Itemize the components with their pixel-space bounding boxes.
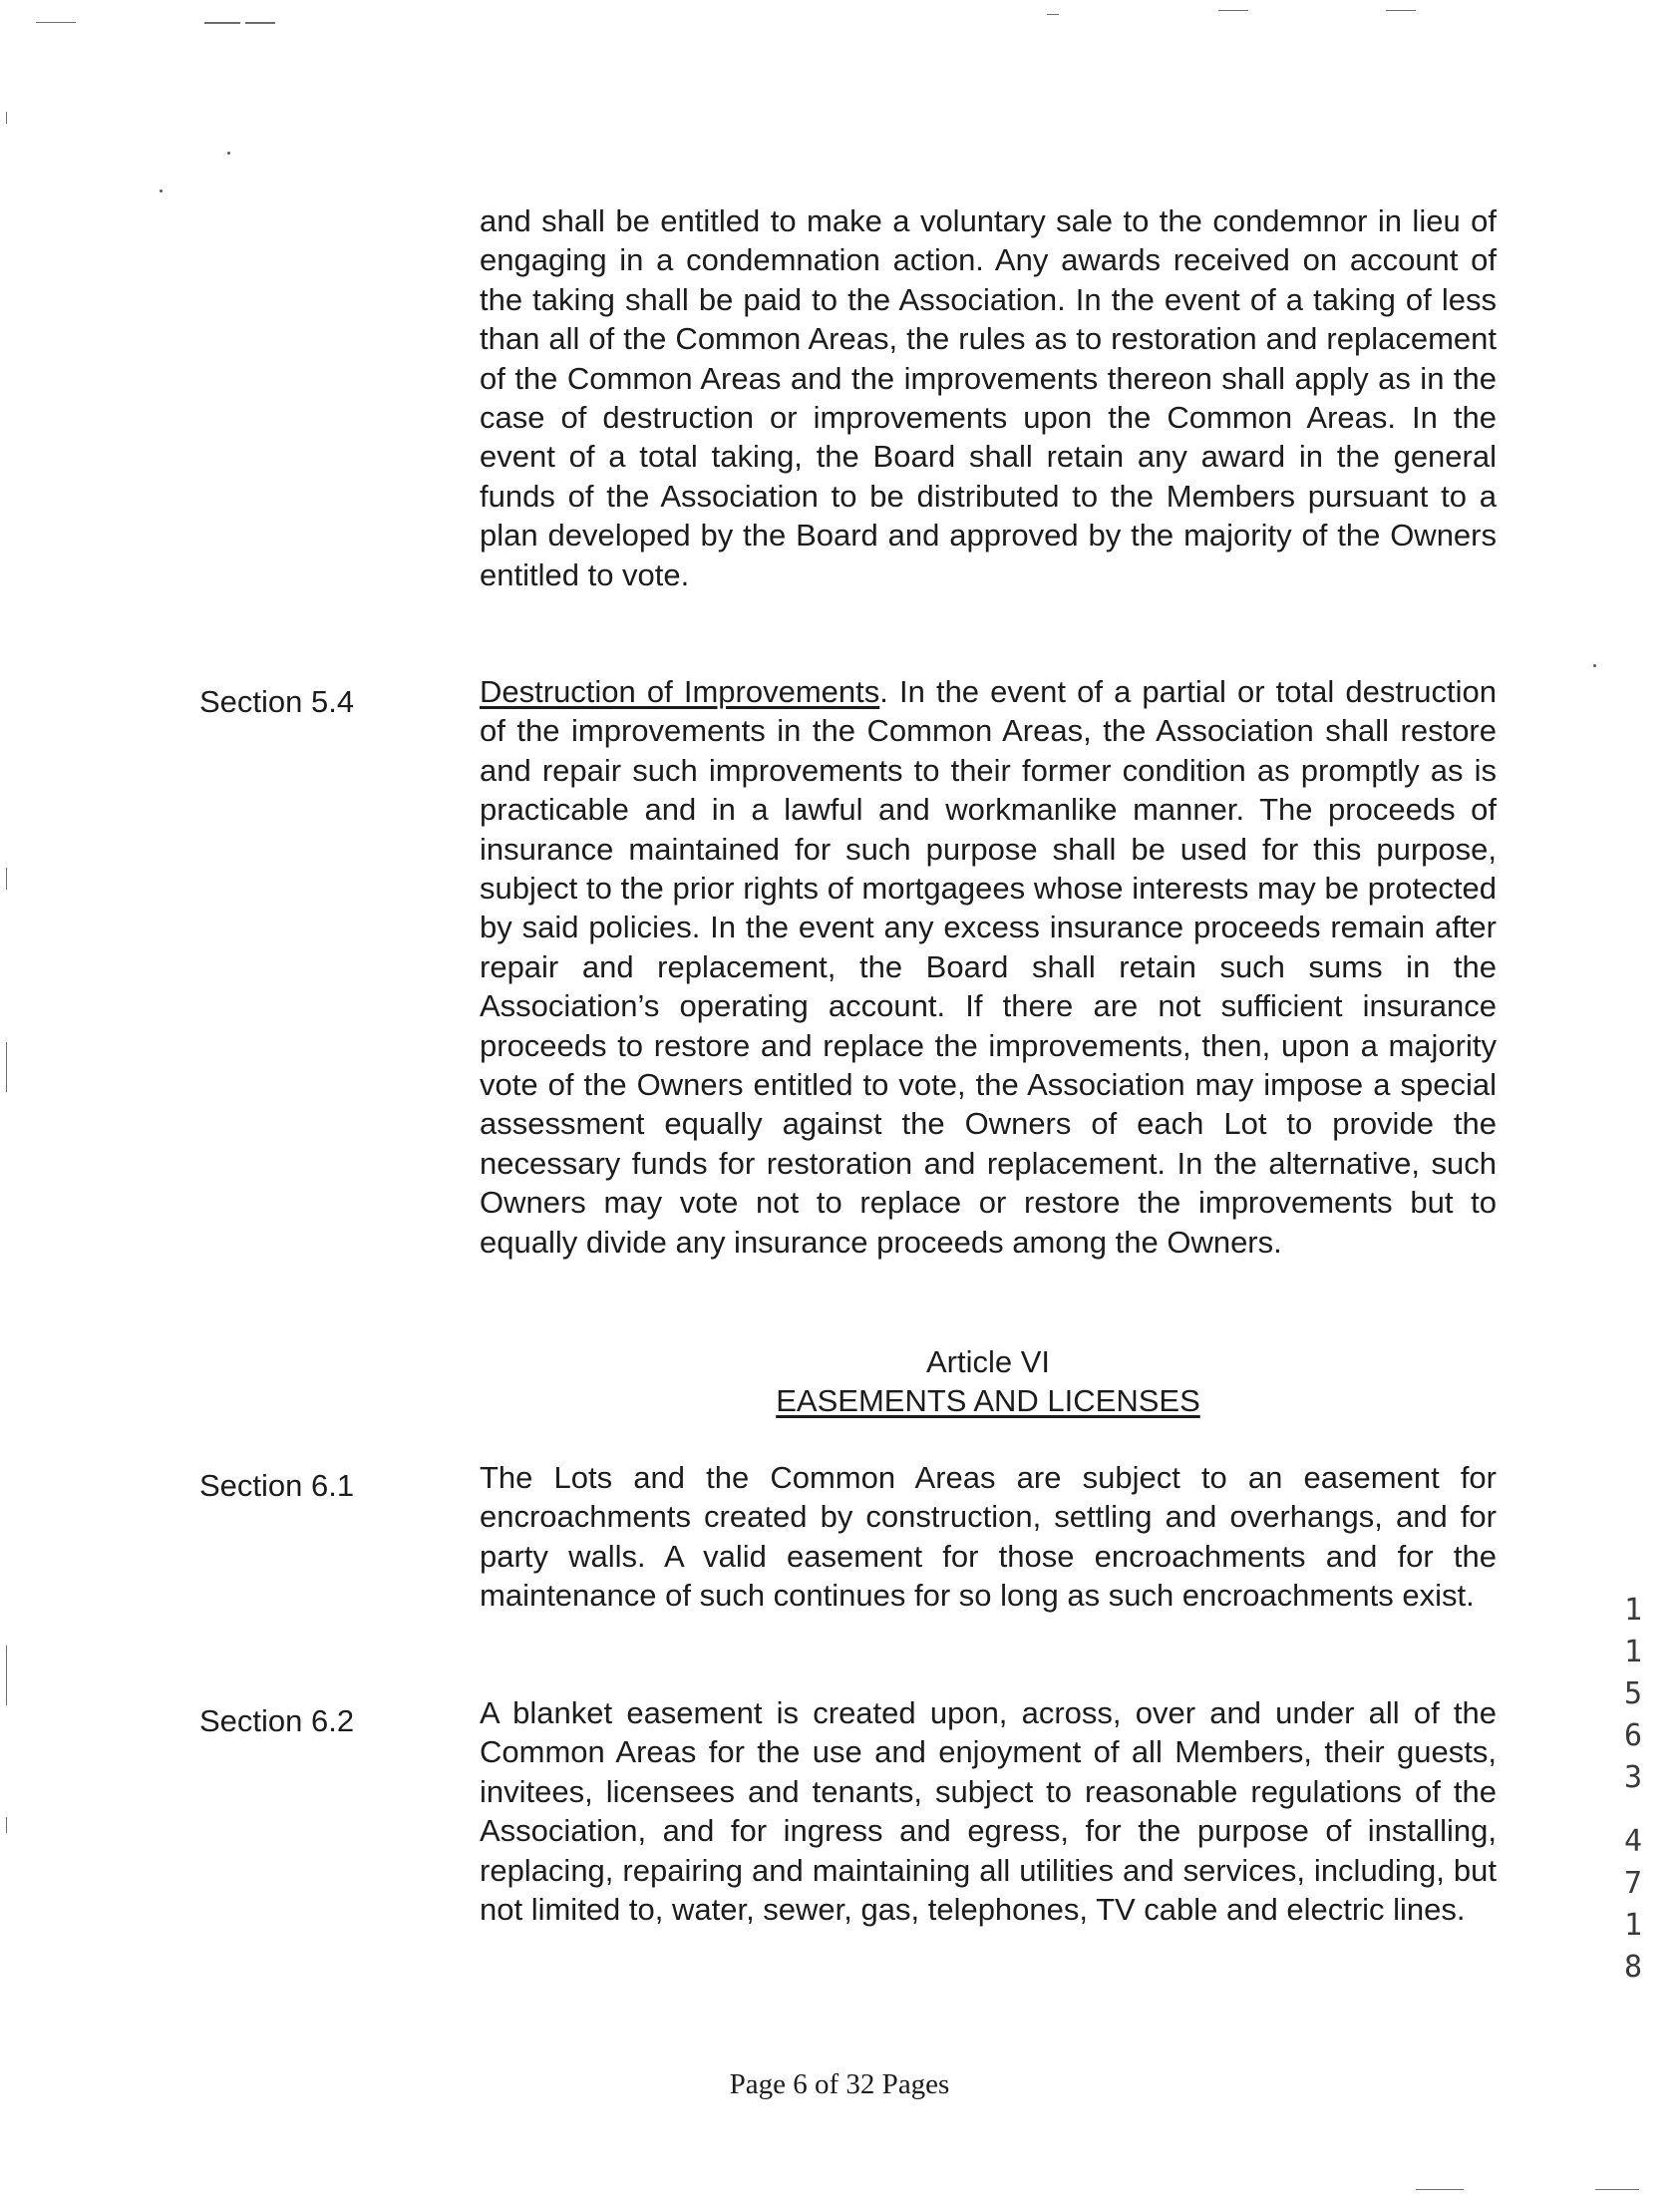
section-5-4-text: . In the event of a partial or total destruction of the improvements in the Common Areas, the Association shall restore and repair such improvements to their former condition as promptly as is practicable and in a lawful and workmanlike manner. The proceeds of insurance maintained for such purpose shall be used for this purpose, subject to the prior rights of mortgagees whose interests may be protected by said policies. In the event any excess insurance proceeds remain after repair and replacement, the Board shall retain such sums in the Association’s operating account. If there are not sufficient insurance proceeds to restore and replace the improvements, then, upon a majority vote of the Owners entitled to vote, the Association may impose a special assessment equally against the Owners of each Lot to provide the necessary funds for restoration and replacement. In the alternative, such Owners may vote not to replace or restore the improvements but to equally divide any insurance proceeds among the Owners. bbox=[480, 674, 1497, 1260]
scan-mark bbox=[204, 22, 240, 24]
continuation-paragraph: and shall be entitled to make a voluntary sale to the condemnor in lieu of engaging in a condemnation action. Any awards received on account of the taking shall be paid to the Association. In the event of a taking of less than all of the Common Areas, the rules as to restoration and replacement of the Common Areas and the improvements thereon shall apply as in the case of destruction or improvements upon the Common Areas. In the event of a total taking, the Board shall retain any award in the general funds of the Association to be distributed to the Members pursuant to a plan developed by the Board and approved by the majority of the Owners entitled to vote. bbox=[480, 203, 1497, 592]
scan-mark bbox=[6, 1646, 7, 1705]
section-6-2-paragraph: A blanket easement is created upon, across, over and under all of the Common Areas for the use and enjoyment of all Members, their guests, invitees, licensees and tenants, subject to reasonable regulations of the Association, and for ingress and egress, for the purpose of installing, replacing, repairing and maintaining all utilities and services, including, but not limited to, water, sewer, gas, telephones, TV cable and electric lines. bbox=[480, 1695, 1497, 1928]
stamp-digit: 6 bbox=[1623, 1718, 1643, 1753]
article-title: EASEMENTS AND LICENSES bbox=[776, 1383, 1200, 1418]
section-6-1-paragraph: The Lots and the Common Areas are subject to an easement for encroachments created by construction, settling and overhangs, and for party walls. A valid easement for those encroachments and for the maintenance of such continues for so long as such encroachments exist. bbox=[480, 1460, 1497, 1614]
section-5-4-paragraph bbox=[480, 672, 1497, 1262]
scan-dot bbox=[160, 189, 163, 192]
stamp-digit: 1 bbox=[1623, 1908, 1643, 1943]
scan-mark bbox=[6, 1042, 7, 1092]
scan-mark bbox=[1218, 10, 1248, 11]
scan-mark bbox=[6, 112, 7, 124]
section-label-6-2: Section 6.2 bbox=[199, 1703, 355, 1738]
scan-mark bbox=[245, 22, 275, 24]
scan-mark bbox=[1386, 10, 1416, 11]
stamp-digit: 5 bbox=[1623, 1676, 1643, 1711]
scan-mark bbox=[6, 1817, 7, 1833]
section-label-6-1: Section 6.1 bbox=[199, 1468, 355, 1503]
page-footer: Page 6 of 32 Pages bbox=[729, 2068, 950, 2100]
scan-mark bbox=[1595, 2189, 1639, 2190]
scan-mark bbox=[1047, 14, 1059, 15]
article-heading-block bbox=[480, 1342, 1497, 1420]
stamp-digit: 3 bbox=[1623, 1760, 1643, 1795]
scan-mark bbox=[36, 22, 76, 23]
scan-mark bbox=[1416, 2189, 1464, 2190]
stamp-digit: 1 bbox=[1623, 1593, 1643, 1628]
scan-dot bbox=[227, 152, 230, 155]
scan-dot bbox=[1593, 664, 1596, 667]
scan-mark bbox=[6, 868, 7, 890]
stamp-digit: 8 bbox=[1623, 1950, 1643, 1985]
stamp-digit: 4 bbox=[1623, 1824, 1643, 1859]
margin-stamp bbox=[1613, 1590, 1653, 1989]
article-number: Article VI bbox=[925, 1344, 1051, 1379]
section-5-4-heading: Destruction of Improvements bbox=[480, 674, 880, 709]
stamp-digit: 7 bbox=[1623, 1866, 1643, 1901]
section-label-5-4: Section 5.4 bbox=[199, 684, 355, 719]
stamp-digit: 1 bbox=[1623, 1635, 1643, 1669]
